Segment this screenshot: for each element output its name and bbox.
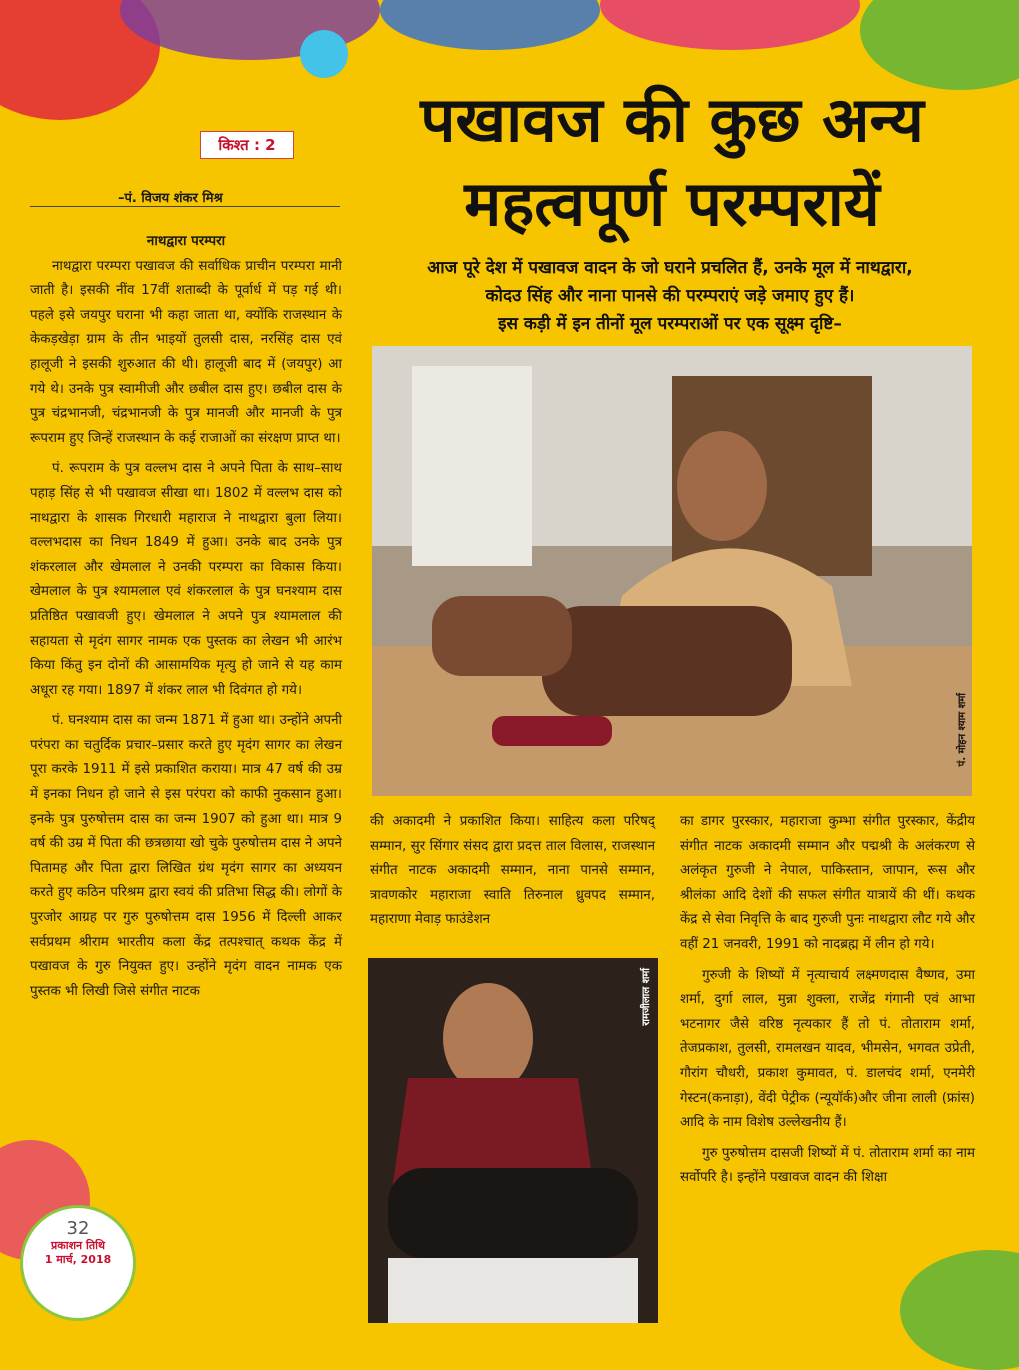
paragraph: का डागर पुरस्कार, महाराजा कुम्भा संगीत पुरस्कार, केंद्रीय संगीत नाटक अकादमी सम्मान और पद्मश्री के अलंकरण से अलंकृत गुरुजी ने नेपाल, पाकिस्तान, जापान, रूस और श्रीलंका आदि देशों की सफल संगीत यात्रायें की थीं। कथक केंद्र से सेवा निवृत्ति के बाद गुरुजी पुनः नाथद्वारा लौट गये और वहीं 21 जनवरी, 1991 को नादब्रह्म में लीन हो गये। [680, 814, 975, 952]
page-number-badge [20, 1205, 136, 1321]
photo-credit: रामजीलाल शर्मा [641, 968, 652, 1026]
page-number: 32 [66, 1218, 90, 1239]
publication-date: 1 मार्च, 2018 [44, 1253, 112, 1266]
splash-decoration-blue [380, 0, 600, 50]
byline-divider [30, 206, 340, 207]
article-column-3 [680, 810, 975, 1191]
photo-mridang-player [368, 958, 658, 1323]
section-heading: नाथद्वारा परम्परा [146, 234, 226, 249]
article-column-2 [370, 810, 655, 933]
photo-credit: पं. मोहन श्याम शर्मा [957, 692, 968, 766]
splash-decoration-green [860, 0, 1019, 90]
title-line-1: पखावज की कुछ अन्य [420, 83, 924, 156]
splash-decoration-cyan [300, 30, 348, 78]
title-line-2: महत्वपूर्ण परम्परायें [464, 167, 880, 240]
article-column-1 [30, 230, 342, 1004]
splash-decoration-pink [600, 0, 860, 50]
paragraph: गुरुजी के शिष्यों में नृत्याचार्य लक्ष्मणदास वैष्णव, उमा शर्मा, दुर्गा लाल, मुन्ना शुक्ला, राजेंद्र गंगानी एवं आभा भटनागर जैसे वरिष्ठ नृत्यकार हैं तो पं. तोताराम शर्मा, तेजप्रकाश, तुलसी, रामलखन यादव, भीमसेन, भगवत उप्रेती, गौरांग चौधरी, प्रकाश कुमावत, पं. डालचंद शर्मा, एनमेरी गेस्टन(कनाड़ा), वेंदी पेट्रीक (न्यूयॉर्क)और जीना लाली (फ्रांस) आदि के नाम विशेष उल्लेखनीय हैं। [680, 967, 975, 1131]
author-byline: –पं. विजय शंकर मिश्र [118, 191, 223, 206]
intro-line-1: आज पूरे देश में पखावज वादन के जो घराने प्रचलित हैं, उनके मूल में नाथद्वारा, [427, 258, 913, 278]
installment-badge: किश्त : 2 [200, 131, 294, 159]
main-photo [372, 346, 972, 796]
photo-pakhawaj-player [372, 346, 972, 796]
paragraph: गुरु पुरुषोत्तम दासजी शिष्यों में पं. तोताराम शर्मा का नाम सर्वोपरि है। इन्होंने पखावज वादन की शिक्षा [680, 1145, 975, 1186]
intro-line-3: इस कड़ी में इन तीनों मूल परम्पराओं पर एक सूक्ष्म दृष्टि– [498, 314, 842, 334]
publication-date-label: प्रकाशन तिथि [51, 1239, 105, 1252]
paragraph: पं. घनश्याम दास का जन्म 1871 में हुआ था। उन्होंने अपनी परंपरा का चतुर्दिक प्रचार–प्रसार करते हुए मृदंग सागर का लेखन पूरा करके 1911 में इसे प्रकाशित कराया। मात्र 47 वर्ष की उम्र में इनका निधन हो जाने से इस परंपरा को काफी नुकसान हुआ। इनके पुत्र पुरुषोत्तम दास का जन्म 1907 को हुआ था। मात्र 9 वर्ष की उम्र में पिता की छत्रछाया खो चुके पुरुषोत्तम दास ने अपने पितामह और पिता द्वारा लिखित ग्रंथ मृदंग सागर का अध्ययन करते हुए कठिन परिश्रम द्वारा स्वयं की प्रतिभा सिद्ध की। लोगों के पुरजोर आग्रह पर गुरु पुरुषोत्तम दास 1956 में दिल्ली आकर सर्वप्रथम श्रीराम भारतीय कला केंद्र तत्पश्चात् कथक केंद्र में पखावज के गुरु नियुक्त हुए। उन्होंने मृदंग वादन नामक एक पुस्तक भी लिखी जिसे संगीत नाटक [30, 713, 342, 999]
splash-decoration-bottom-right [900, 1250, 1019, 1370]
paragraph: की अकादमी ने प्रकाशित किया। साहित्य कला परिषद् सम्मान, सुर सिंगार संसद द्वारा प्रदत्त ताल विलास, राजस्थान संगीत नाटक अकादमी सम्मान, नाना पानसे सम्मान, त्रावणकोर महाराजा स्वाति तिरुनाल ध्रुवपद सम्मान, महाराणा मेवाड़ फाउंडेशन [370, 814, 655, 928]
intro-line-2: कोदउ सिंह और नाना पानसे की परम्पराएं जड़े जमाए हुए हैं। [485, 286, 855, 306]
second-photo [368, 958, 658, 1323]
page-title [372, 78, 972, 246]
intro-text [370, 254, 970, 338]
paragraph: नाथद्वारा परम्परा पखावज की सर्वाधिक प्राचीन परम्परा मानी जाती है। इसकी नींव 17वीं शताब्दी के पूर्वार्ध में पड़ गई थी। पहले इसे जयपुर घराना भी कहा जाता था, क्योंकि राजस्थान के केकड़खेड़ा ग्राम के तीन भाइयों तुलसी दास, नरसिंह दास एवं हालूजी ने इसकी शुरुआत की थी। हालूजी बाद में (जयपुर) आ गये थे। उनके पुत्र स्वामीजी और छबील दास हुए। छबील दास के पुत्र चंद्रभानजी, चंद्रभानजी के पुत्र मानजी और मानजी के पुत्र रूपराम हुए जिन्हें राजस्थान के कई राजाओं का संरक्षण प्राप्त था। [30, 258, 342, 446]
paragraph: पं. रूपराम के पुत्र वल्लभ दास ने अपने पिता के साथ–साथ पहाड़ सिंह से भी पखावज सीखा था। 1802 में वल्लभ दास को नाथद्वारा के शासक गिरधारी महाराज ने नाथद्वारा बुला लिया। वल्लभदास का निधन 1849 में हुआ। उनके बाद उनके पुत्र शंकरलाल और खेमलाल ने उनकी परम्परा का विकास किया। खेमलाल के पुत्र श्यामलाल एवं शंकरलाल के पुत्र घनश्याम दास प्रतिष्ठित पखावजी हुए। खेमलाल ने अपने पुत्र श्यामलाल की सहायता से मृदंग सागर नामक एक पुस्तक का लेखन भी आरंभ किया किंतु इन दोनों की आसामयिक मृत्यु हो जाने से यह काम अधूरा रह गया। 1897 में शंकर लाल भी दिवंगत हो गये। [30, 461, 342, 698]
